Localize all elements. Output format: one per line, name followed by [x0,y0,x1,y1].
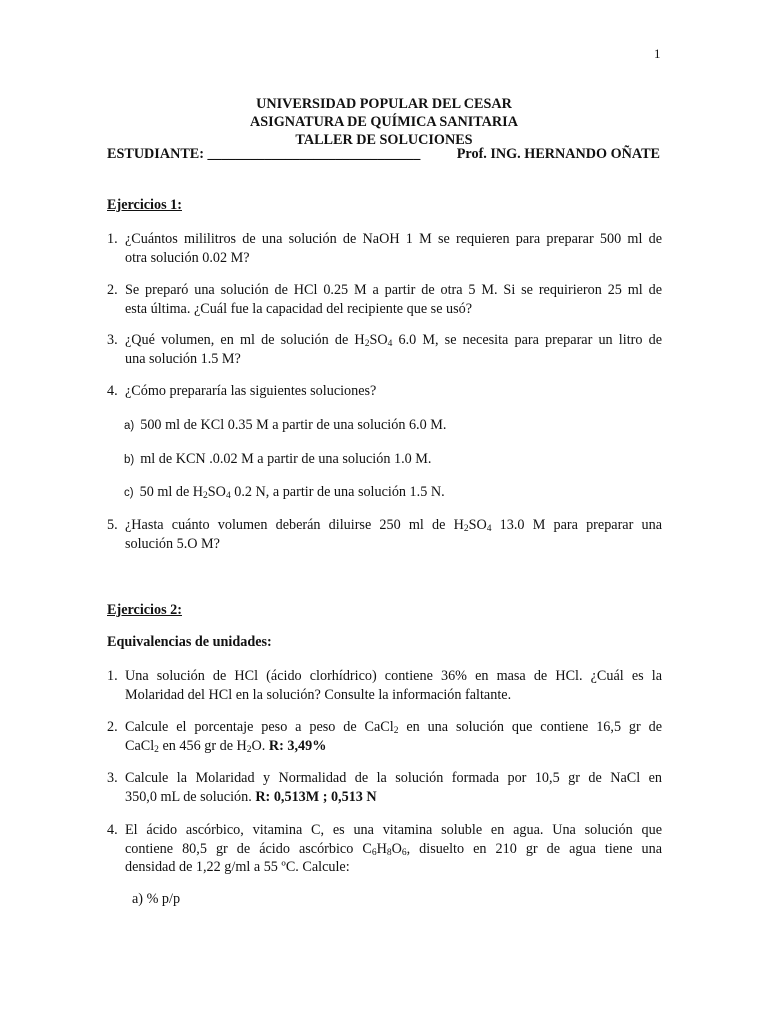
item-text: ¿Cómo prepararía las siguientes soluciones? [125,383,377,399]
section-2-subtitle: Equivalencias de unidades: [107,634,272,650]
professor-name: Prof. ING. HERNANDO OÑATE [456,146,660,162]
answer: R: 0,513M ; 0,513 N [255,788,377,805]
subject-name: ASIGNATURA DE QUÍMICA SANITARIA [250,114,518,130]
item-text: El ácido ascórbico, vitamina C, es una vitamina soluble en agua. Una solución que [125,822,662,838]
item-number: 2. [107,719,118,735]
subitem-text: 500 ml de KCl 0.35 M a partir de una solución 6.0 M. [140,417,447,433]
item-number: 3. [107,332,118,348]
exercise-1-4 [107,382,662,401]
page-number: 1 [654,46,661,61]
student-label: ESTUDIANTE: ______________________________ [107,146,421,162]
student-line [107,146,667,163]
item-text: Molaridad del HCl en la solución? Consulte la información faltante. [125,686,512,703]
item-text: densidad de 1,22 g/ml a 55 ºC. Calcule: [125,859,350,875]
item-text: Se preparó una solución de HCl 0.25 M a partir de otra 5 M. Si se requirieron 25 ml de [125,282,662,298]
subitem-text: 50 ml de $H_2SO_4$ 0.2 N, a partir de una solución 1.5 N. [139,484,445,501]
item-text: contiene 80,5 gr de ácido ascórbico $C_6H_8O_6$, disuelto en 210 gr de agua tiene una [125,840,663,858]
workshop-title: TALLER DE SOLUCIONES [295,132,473,148]
subitem-a-percent: a) % p/p [132,891,181,907]
section-2-title: Ejercicios 2: [107,602,182,618]
exercise-1-5 [107,516,662,553]
subitem-label: b) [124,454,135,466]
subitem-a [124,416,446,435]
item-text: ¿Qué volumen, en ml de solución de $H_2SO_4$ 6.0 M, se necesita para preparar un litro de [125,332,662,349]
item-text: ¿Hasta cuánto volumen deberán diluirse 250 ml de $H_2SO_4$ 13.0 M para preparar una [125,517,662,534]
subitem-text: ml de KCN .0.02 M a partir de una solución 1.0 M. [140,451,432,467]
section-1-title: Ejercicios 1: [107,197,182,213]
answer: R: 3,49% [268,737,327,754]
exercise-2-3 [107,769,662,806]
item-text: 350,0 mL de solución. R: 0,513M ; 0,513 N [125,788,377,805]
item-number: 1. [107,668,118,684]
university-name: UNIVERSIDAD POPULAR DEL CESAR [256,96,512,112]
exercise-2-4 [107,821,662,877]
item-number: 4. [107,822,118,838]
item-number: 4. [107,383,118,399]
exercise-1-2 [107,281,662,318]
item-number: 1. [107,231,118,247]
item-number: 5. [107,517,118,533]
item-text: otra solución 0.02 M? [125,249,250,266]
exercise-1-1 [107,230,662,267]
item-text: esta última. ¿Cuál fue la capacidad del recipiente que se usó? [125,300,473,317]
exercise-2-2 [107,718,662,755]
subitem-label: c) [124,487,134,499]
item-text: una solución 1.5 M? [125,350,241,367]
item-text: Calcule la Molaridad y Normalidad de la solución formada por 10,5 gr de NaCl en [125,770,662,786]
subitem-label: a) [124,420,135,432]
subitem-b [124,450,431,469]
exercise-1-3 [107,331,662,368]
exercise-2-1 [107,667,662,704]
subitem-c [124,483,445,502]
item-number: 2. [107,282,118,298]
item-text: ¿Cuántos mililitros de una solución de NaOH 1 M se requieren para preparar 500 ml de [125,231,662,247]
item-text: Calcule el porcentaje peso a peso de CaCl$_2$ en una solución que contiene 16,5 gr de [125,719,663,736]
document-header [0,95,768,149]
item-text: Una solución de HCl (ácido clorhídrico) contiene 36% en masa de HCl. ¿Cuál es la [125,668,662,684]
item-text: CaCl$_2$ en 456 gr de $H_2O$. R: 3,49% [125,737,327,755]
item-number: 3. [107,770,118,786]
item-text: solución 5.O M? [125,535,220,552]
